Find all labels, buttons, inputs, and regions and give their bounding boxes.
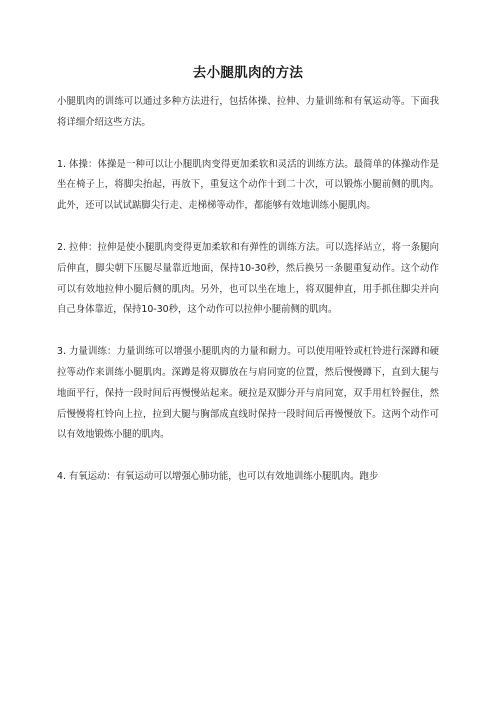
aerobic-exercise-paragraph: 4. 有氧运动：有氧运动可以增强心肺功能，也可以有效地训练小腿肌肉。跑步 [57,471,379,483]
strength-training-paragraph: 3. 力量训练：力量训练可以增强小腿肌肉的力量和耐力。可以使用哑铃或杠铃进行深蹲和硬拉等动作来训练小腿肌肉。深蹲是将双脚放在与肩同宽的位置，然后慢慢蹲下，直到大腿与地面平行，保持一段时间后再慢慢站起来。硬拉是双脚分开与肩同宽，双手用杠铃握住，然后慢慢将杠铃向上拉，拉到大腿与胸部成直线时保持一段时间后再慢慢放下。这两个动作可以有效地锻炼小腿的肌肉。 [57,346,439,441]
paragraph-spacer [57,134,439,155]
gymnastics-paragraph: 1. 体操：体操是一种可以让小腿肌肉变得更加柔软和灵活的训练方法。最简单的体操动作是坐在椅子上，将脚尖抬起，再放下，重复这个动作十到二十次，可以锻炼小腿前侧的肌肉。此外，还可以试试踮脚尖行走、走梯梯等动作，都能够有效地训练小腿肌肉。 [57,158,439,212]
paragraph-spacer [57,446,439,467]
stretching-paragraph: 2. 拉伸：拉伸是使小腿肌肉变得更加柔软和有弹性的训练方法。可以选择站立，将一条腿向后伸直，脚尖朝下压腿尽量靠近地面，保持10-30秒，然后换另一条腿重复动作。这个动作可以有效地拉伸小腿后侧的肌肉。另外，也可以坐在地上，将双腿伸直，用手抓住脚尖并向自己身体靠近，保持10-30秒，这个动作可以拉伸小腿前侧的肌肉。 [57,241,439,316]
intro-paragraph: 小腿肌肉的训练可以通过多种方法进行，包括体操、拉伸、力量训练和有氧运动等。下面我将详细介绍这些方法。 [57,96,439,128]
paragraph-spacer [57,321,439,342]
paragraph-spacer [57,217,439,238]
document-title: 去小腿肌肉的方法 [192,65,304,81]
